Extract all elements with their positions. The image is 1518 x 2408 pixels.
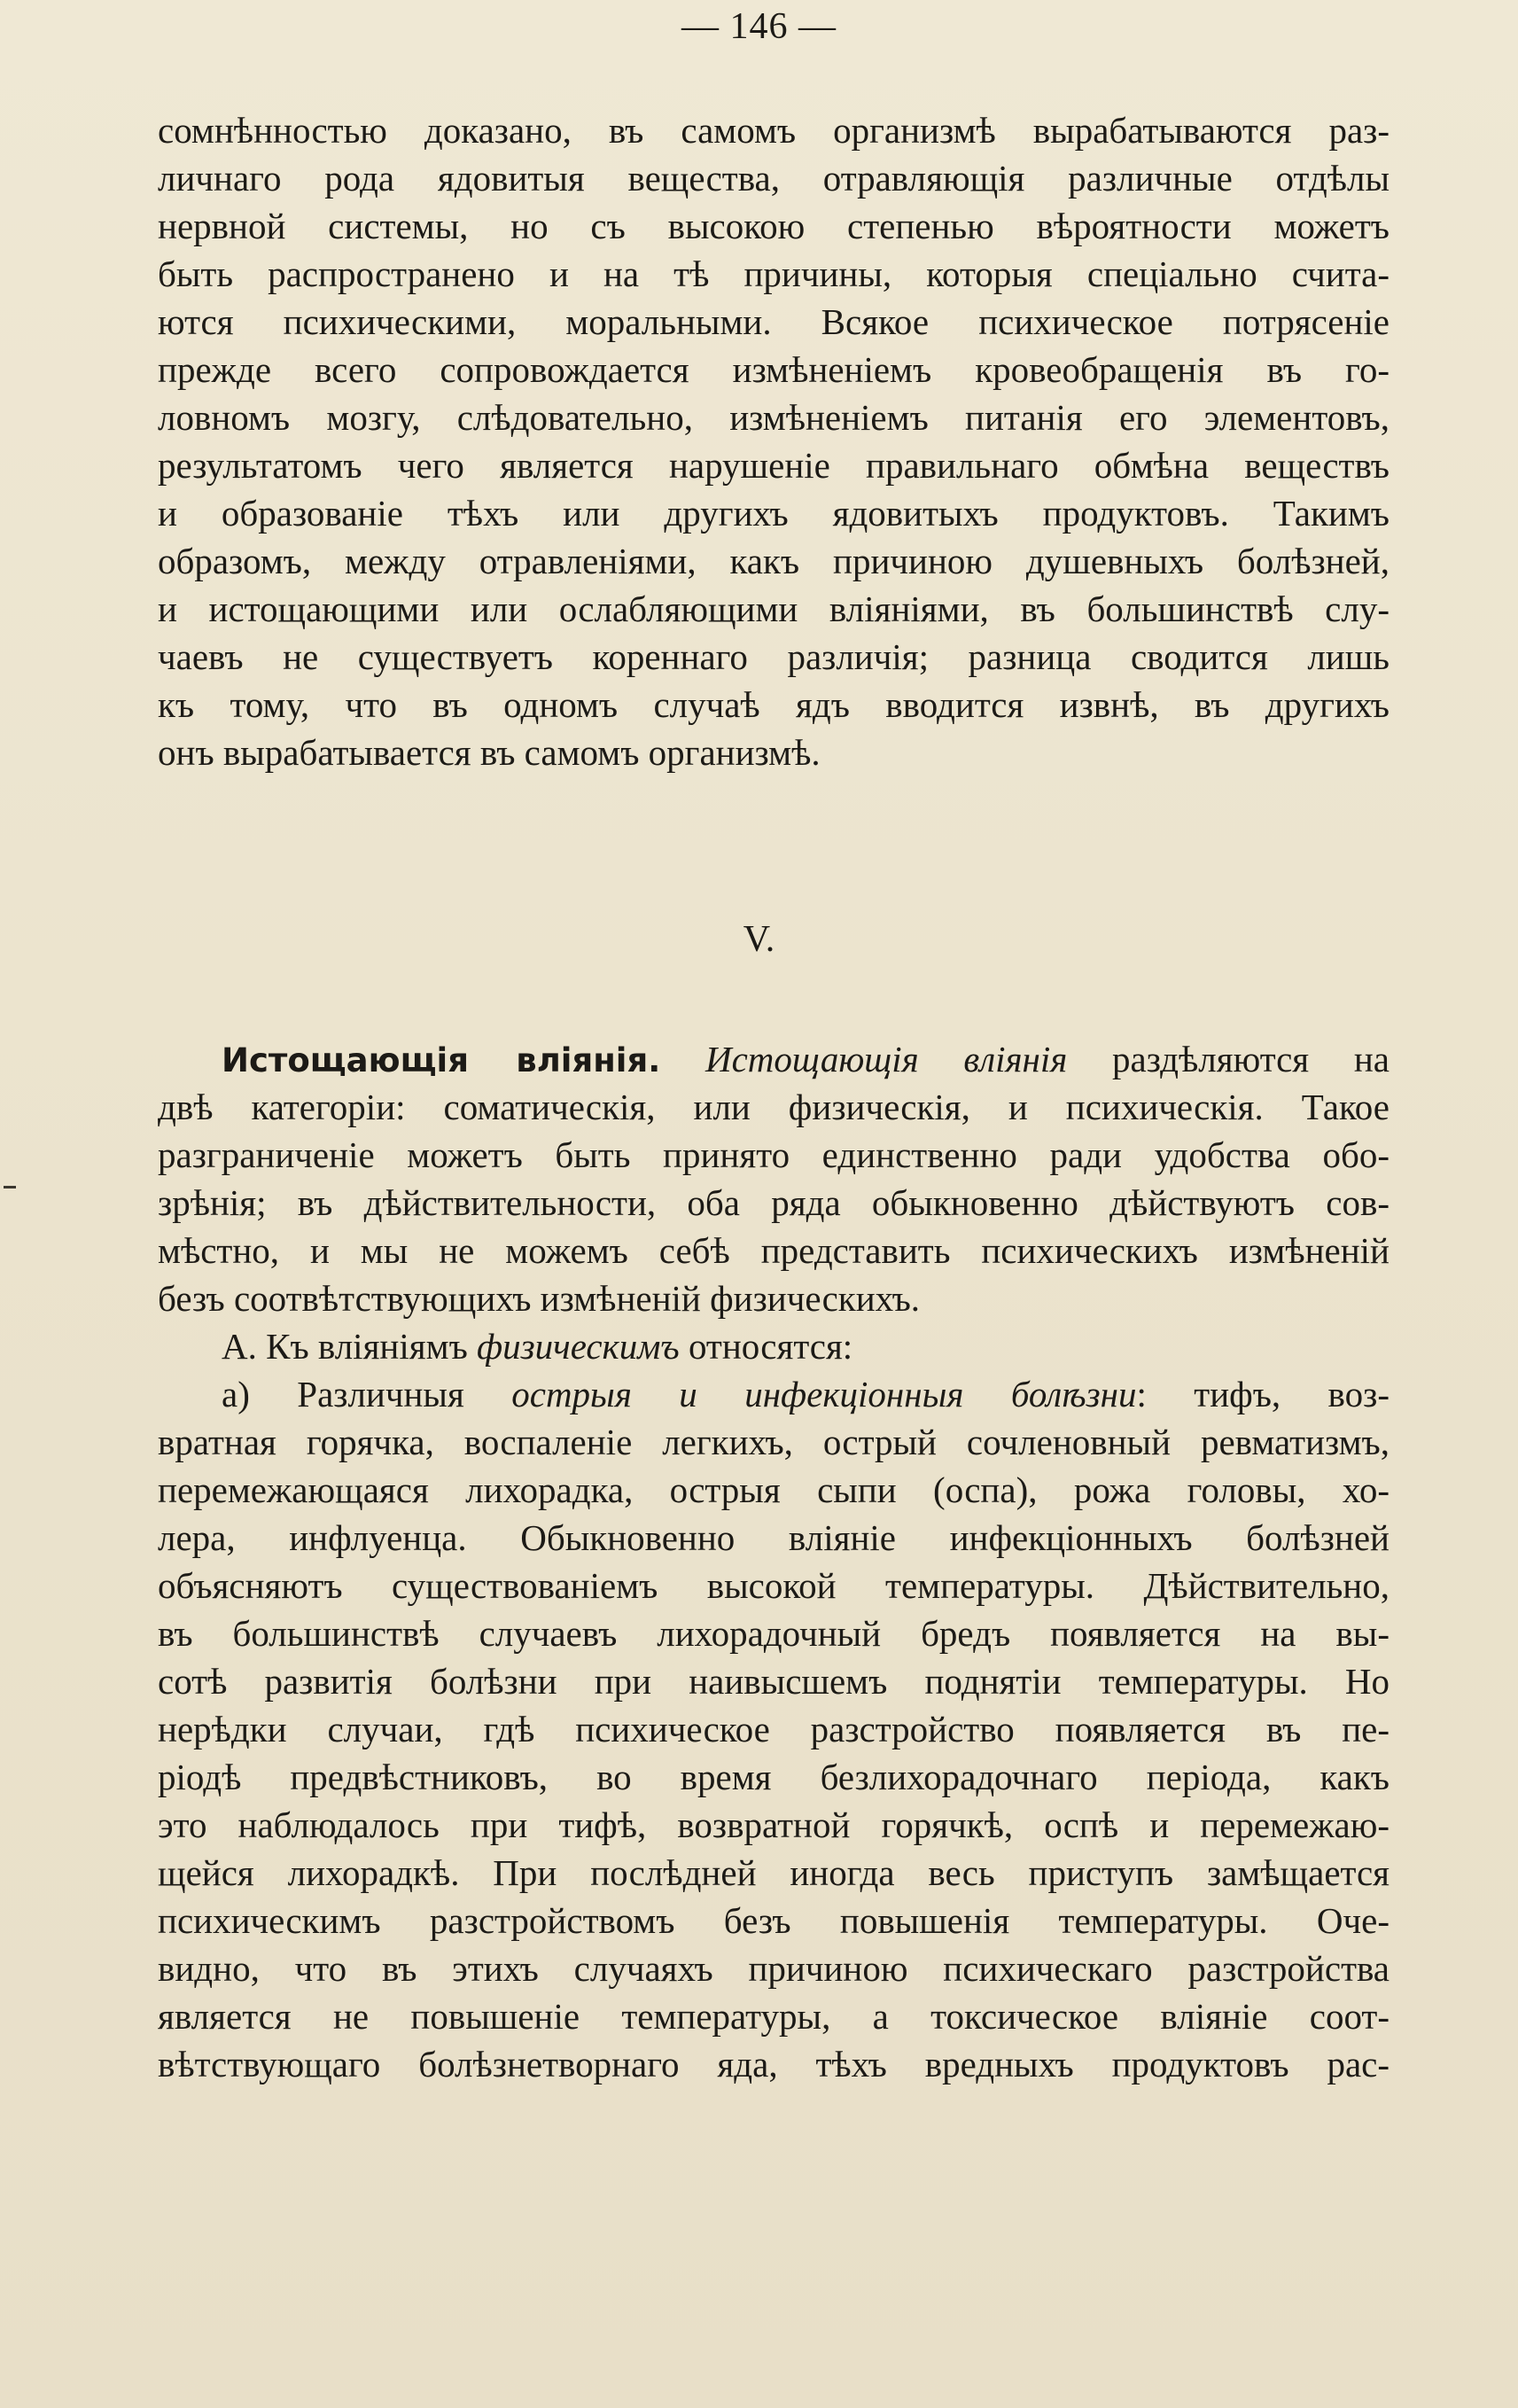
text-line: сомнѣнностью доказано, въ самомъ организмѣ вырабатываются раз- xyxy=(158,110,1390,151)
text-line: является не повышеніе температуры, а токсическое вліяніе соот- xyxy=(158,1996,1390,2037)
text-line: чаевъ не существуетъ кореннаго различія; разница сводится лишь xyxy=(158,636,1390,677)
text-line: ріодѣ предвѣстниковъ, во время безлихорадочнаго періода, какъ xyxy=(158,1757,1390,1797)
text-line: лера, инфлуенца. Обыкновенно вліяніе инфекціонныхъ болѣзней xyxy=(158,1517,1390,1558)
text-line: видно, что въ этихъ случаяхъ причиною психическаго разстройства xyxy=(158,1948,1390,1989)
section-first-line xyxy=(158,1035,1390,1083)
item-a-prefix: а) Различныя xyxy=(222,1374,512,1414)
text-line: нерѣдки случаи, гдѣ психическое разстройство появляется въ пе- xyxy=(158,1709,1390,1750)
text-line: и образованіе тѣхъ или другихъ ядовитыхъ продуктовъ. Такимъ xyxy=(158,493,1390,534)
first-line-rest: раздѣляются на xyxy=(1067,1039,1390,1079)
text-line: къ тому, что въ одномъ случаѣ ядъ вводится извнѣ, въ другихъ xyxy=(158,684,1390,725)
subsection-a-line xyxy=(158,1322,1390,1370)
subsection-a-prefix: А. Къ вліяніямъ xyxy=(222,1326,478,1367)
text-line: безъ соотвѣтствующихъ измѣненій физическихъ. xyxy=(158,1278,921,1319)
text-line: ются психическими, моральными. Всякое психическое потрясеніе xyxy=(158,301,1390,342)
text-line: сотѣ развитія болѣзни при наивысшемъ поднятіи температуры. Но xyxy=(158,1661,1390,1702)
text-line: разграниченіе можетъ быть принято единственно ради удобства обо- xyxy=(158,1134,1390,1175)
text-line: объясняютъ существованіемъ высокой температуры. Дѣйствительно, xyxy=(158,1565,1390,1606)
text-line: это наблюдалось при тифѣ, возвратной горячкѣ, оспѣ и перемежаю- xyxy=(158,1804,1390,1845)
text-line: результатомъ чего является нарушеніе правильнаго обмѣна веществъ xyxy=(158,445,1390,486)
paragraph-1 xyxy=(158,106,1390,776)
text-line: въ большинствѣ случаевъ лихорадочный бредъ появляется на вы- xyxy=(158,1613,1390,1654)
text-line: нервной системы, но съ высокою степенью вѣроятности можетъ xyxy=(158,206,1390,246)
text-line: щейся лихорадкѣ. При послѣдней иногда весь приступъ замѣщается xyxy=(158,1852,1390,1893)
item-a-line xyxy=(158,1370,1390,1418)
text-line: вѣтствующаго болѣзнетворнаго яда, тѣхъ вредныхъ продуктовъ рас- xyxy=(158,2044,1390,2085)
section-italic-title: Истощающія вліянія xyxy=(705,1039,1068,1079)
text-line: личнаго рода ядовитыя вещества, отравляющія различные отдѣлы xyxy=(158,158,1390,199)
text-line: мѣстно, и мы не можемъ себѣ представить психическихъ измѣненій xyxy=(158,1230,1390,1271)
text-line: прежде всего сопровождается измѣненіемъ кровеобращенія въ го- xyxy=(158,349,1390,390)
text-line: психическимъ разстройствомъ безъ повышенія температуры. Оче- xyxy=(158,1900,1390,1941)
section-body xyxy=(158,1035,1390,2088)
title-period: . xyxy=(648,1041,661,1079)
margin-mark xyxy=(4,1186,16,1188)
item-a-suffix: : тифъ, воз- xyxy=(1136,1374,1390,1414)
text-line: ловномъ мозгу, слѣдовательно, измѣненіемъ питанія его элементовъ, xyxy=(158,397,1390,438)
text-line: и истощающими или ослабляющими вліяніями, въ большинствѣ слу- xyxy=(158,588,1390,629)
text-line: двѣ категоріи: соматическія, или физическія, и психическія. Такое xyxy=(158,1087,1390,1127)
subsection-a-suffix: относятся: xyxy=(679,1326,853,1367)
text-line: образомъ, между отравленіями, какъ причиною душевныхъ болѣзней, xyxy=(158,541,1390,581)
page-number: — 146 — xyxy=(681,6,837,47)
item-a-italic: острыя и инфекціонныя болѣзни xyxy=(511,1374,1137,1414)
section-bold-title: Истощающія вліянія xyxy=(222,1041,649,1079)
text-line: онъ вырабатывается въ самомъ организмѣ. xyxy=(158,732,821,773)
text-line: вратная горячка, воспаленіе легкихъ, острый сочленовный ревматизмъ, xyxy=(158,1422,1390,1462)
section-heading: V. xyxy=(743,919,775,960)
text-line: зрѣнія; въ дѣйствительности, оба ряда обыкновенно дѣйствуютъ сов- xyxy=(158,1182,1390,1223)
subsection-a-italic: физическимъ xyxy=(477,1326,680,1367)
text-line: перемежающаяся лихорадка, острыя сыпи (оспа), рожа головы, хо- xyxy=(158,1469,1390,1510)
text-line: быть распространено и на тѣ причины, которыя спеціально счита- xyxy=(158,253,1390,294)
